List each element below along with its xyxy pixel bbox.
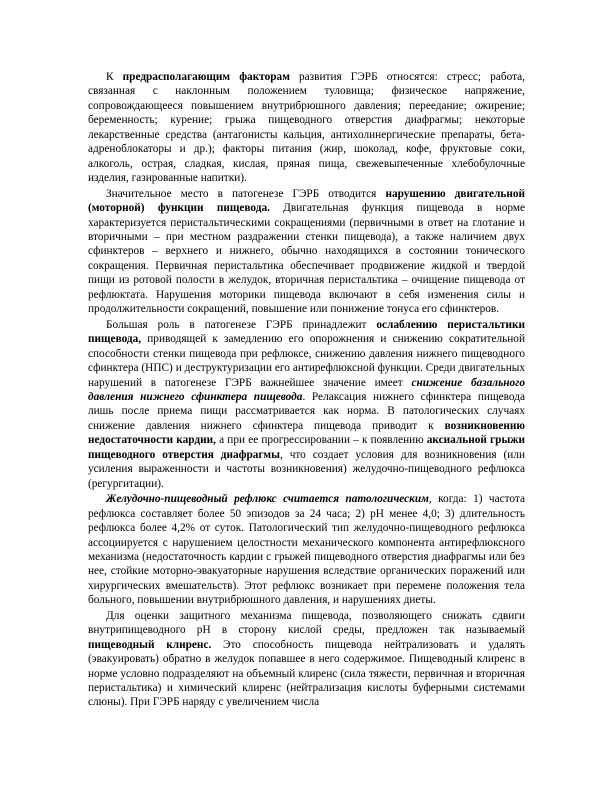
text-segment: а при ее прогрессировании – к появлению [215, 434, 427, 447]
text-segment: Двигательная функция пищевода в норме характеризуется перистальтическими сокращениями (первичными в ответ на глотание и вторичными – при местном раздражении стенки пищевода), а также наличием двух сфинктеров – верхнего и нижнего, обычно находящихся в состоянии тонического сокращения. Первичная перистальтика обеспечивает продвижение жидкой и твердой пищи из ротовой полости в желудок, вторичная перистальтика – очищение пищевода от рефлюктата. Нарушения моторики пищевода включают в себя изменения силы и продолжительности сокращений, повышение или понижение тонуса его сфинктеров. [88, 202, 525, 316]
text-segment: Большая роль в патогенезе ГЭРБ принадлежит [106, 318, 377, 331]
text-segment: Значительное место в патогенезе ГЭРБ отводится [106, 187, 386, 200]
paragraph-1 [88, 70, 525, 186]
bold-term: нарушению двигательной (моторной) функции пищевода. [88, 187, 525, 215]
text-segment: , что создает условия для возникновения (или усиления выраженности и частоты возникновения) желудочно-пищеводного рефлюкса (регургитации). [88, 448, 526, 490]
text-segment: К [106, 71, 123, 83]
paragraph-3 [88, 318, 525, 491]
bold-term: аксиальной грыжи пищеводного отверстия диафрагмы [88, 434, 525, 461]
paragraph-4 [88, 492, 525, 608]
bold-term: возникновению недостаточности кардии, [88, 419, 525, 447]
text-segment: , когда: 1) частота рефлюкса составляет более 50 эпизодов за 24 часа; 2) pH менее 4,0; 3) длительность рефлюкса более 4,2% от суток. Патологический тип желудочно-пищеводного рефлюкса ассоциируется с нарушением целостности механического компонента антирефлюксного механизма (недостаточность кардии с грыжей пищеводного отверстия диафрагмы или без нее, стойкие моторно-эвакуаторные нарушения вследствие органических поражений или хирургических вмешательств). Этот рефлюкс возникает при перемене положения тела больного, повышении внутрибрюшного давления, и нарушениях диеты. [88, 493, 526, 607]
bold-italic-term: Желудочно-пищеводный рефлюкс считается патологическим [106, 493, 429, 506]
document-body [88, 70, 525, 710]
bold-italic-term: снижение базального давления нижнего сфинктера пищевода [88, 376, 525, 403]
text-segment: развития ГЭРБ относятся: стресс; работа, связанная с наклонным положением туловища; физическое напряжение, сопровождающееся повышением внутрибрюшного давления; переедание; ожирение; беременность; курение; грыжа пищеводного отверстия диафрагмы; некоторые лекарственные средства (антагонисты кальция, антихолинергические препараты, бета-адреноблокаторы и др.); факторы питания (жир, шоколад, кофе, фруктовые соки, алкоголь, острая, сладкая, кислая, пряная пища, свежевыпеченные хлебобулочные изделия, газированные напитки). [88, 71, 525, 185]
bold-term: ослаблению перистальтики пищевода, [88, 318, 525, 346]
text-segment: . Релаксация нижнего сфинктера пищевода лишь после приема пищи рассматривается как норма. В патологических случаях снижение давления нижнего сфинктера пищевода приводит к [88, 390, 525, 432]
text-segment: приводящей к замедлению его опорожнения и снижению сократительной способности стенки пищевода при рефлюксе, снижению давления нижнего пищеводного сфинктера (НПС) и деструктуризации его антирефлюксной функции. Среди двигательных нарушений в патогенезе ГЭРБ важнейшее значение имеет [88, 333, 525, 389]
text-segment: Для оценки защитного механизма пищевода, позволяющего снижать сдвиги внутрипищеводного pH в сторону кислой среды, предложен так называемый [88, 609, 525, 637]
bold-term: предрасполагающим факторам [122, 71, 290, 83]
paragraph-5 [88, 609, 525, 710]
text-segment: Это способность пищевода нейтрализовать и удалять (эвакуировать) обратно в желудок попавшее в него содержимое. Пищеводный клиренс в норме условно подразделяют на объемный клиренс (сила тяжести, первичная и вторичная перистальтика) и химический клиренс (нейтрализация кислоты буферными системами слюны). При ГЭРБ наряду с увеличением числа [88, 638, 525, 709]
bold-term: пищеводный клиренс. [88, 638, 212, 651]
paragraph-2 [88, 187, 525, 317]
